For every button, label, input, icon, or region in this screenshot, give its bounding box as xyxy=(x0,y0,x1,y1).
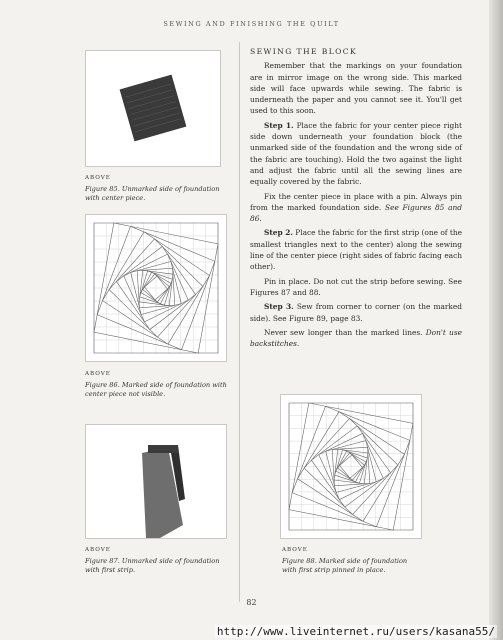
watermark-url: http://www.liveinternet.ru/users/kasana55/ xyxy=(216,625,495,638)
paragraph: Never sew longer than the marked lines. Don't use backstitches. xyxy=(250,327,462,349)
running-head: SEWING AND FINISHING THE QUILT xyxy=(163,20,340,28)
section-title: SEWING THE BLOCK xyxy=(250,47,358,56)
page-number: 82 xyxy=(246,598,257,607)
figure-86-caption: ABOVE Figure 86. Marked side of foundation with center piece not visible. xyxy=(85,371,227,398)
figure-88-diagram xyxy=(280,394,422,539)
paragraph-step-2: Step 2. Place the fabric for the first strip (one of the smallest triangles next to the center) along the sewing line of the center piece (right sides of fabric facing each other). xyxy=(250,228,462,272)
paragraph-step-3: Step 3. Sew from corner to corner (on the marked side). See Figure 89, page 83. xyxy=(250,302,462,323)
figure-87-photo xyxy=(85,424,227,539)
figure-85-photo xyxy=(85,50,221,167)
body-text xyxy=(250,46,462,352)
book-spine-shadow xyxy=(489,0,503,640)
figure-86-diagram xyxy=(85,214,227,362)
figure-88-caption: ABOVE Figure 88. Marked side of foundation with first strip pinned in place. xyxy=(282,547,408,574)
figure-87-caption: ABOVE Figure 87. Unmarked side of foundation with first strip. xyxy=(85,547,220,574)
column-divider xyxy=(239,42,240,602)
paragraph-step-1: Step 1. Place the fabric for your center piece right side down underneath your foundation block (the unmarked side of the foundation and the wrong side of the fabric are touching). Hold the two against the light and adjust the fabric until all the sewing lines are equally covered by the fabric. xyxy=(250,120,463,187)
paragraph: Fix the center piece in place with a pin. Always pin from the marked foundation side. See Figures 85 and 86. xyxy=(250,191,462,224)
figure-85-caption: ABOVE Figure 85. Unmarked side of foundation with center piece. xyxy=(85,175,220,202)
paragraph: Pin in place. Do not cut the strip before sewing. See Figures 87 and 88. xyxy=(250,276,462,297)
paragraph: Remember that the markings on your foundation are in mirror image on the wrong side. This marked side will face upwards while sewing. The fabric is underneath the paper and you cannot see it. You'll get used to this soon. xyxy=(250,61,462,116)
